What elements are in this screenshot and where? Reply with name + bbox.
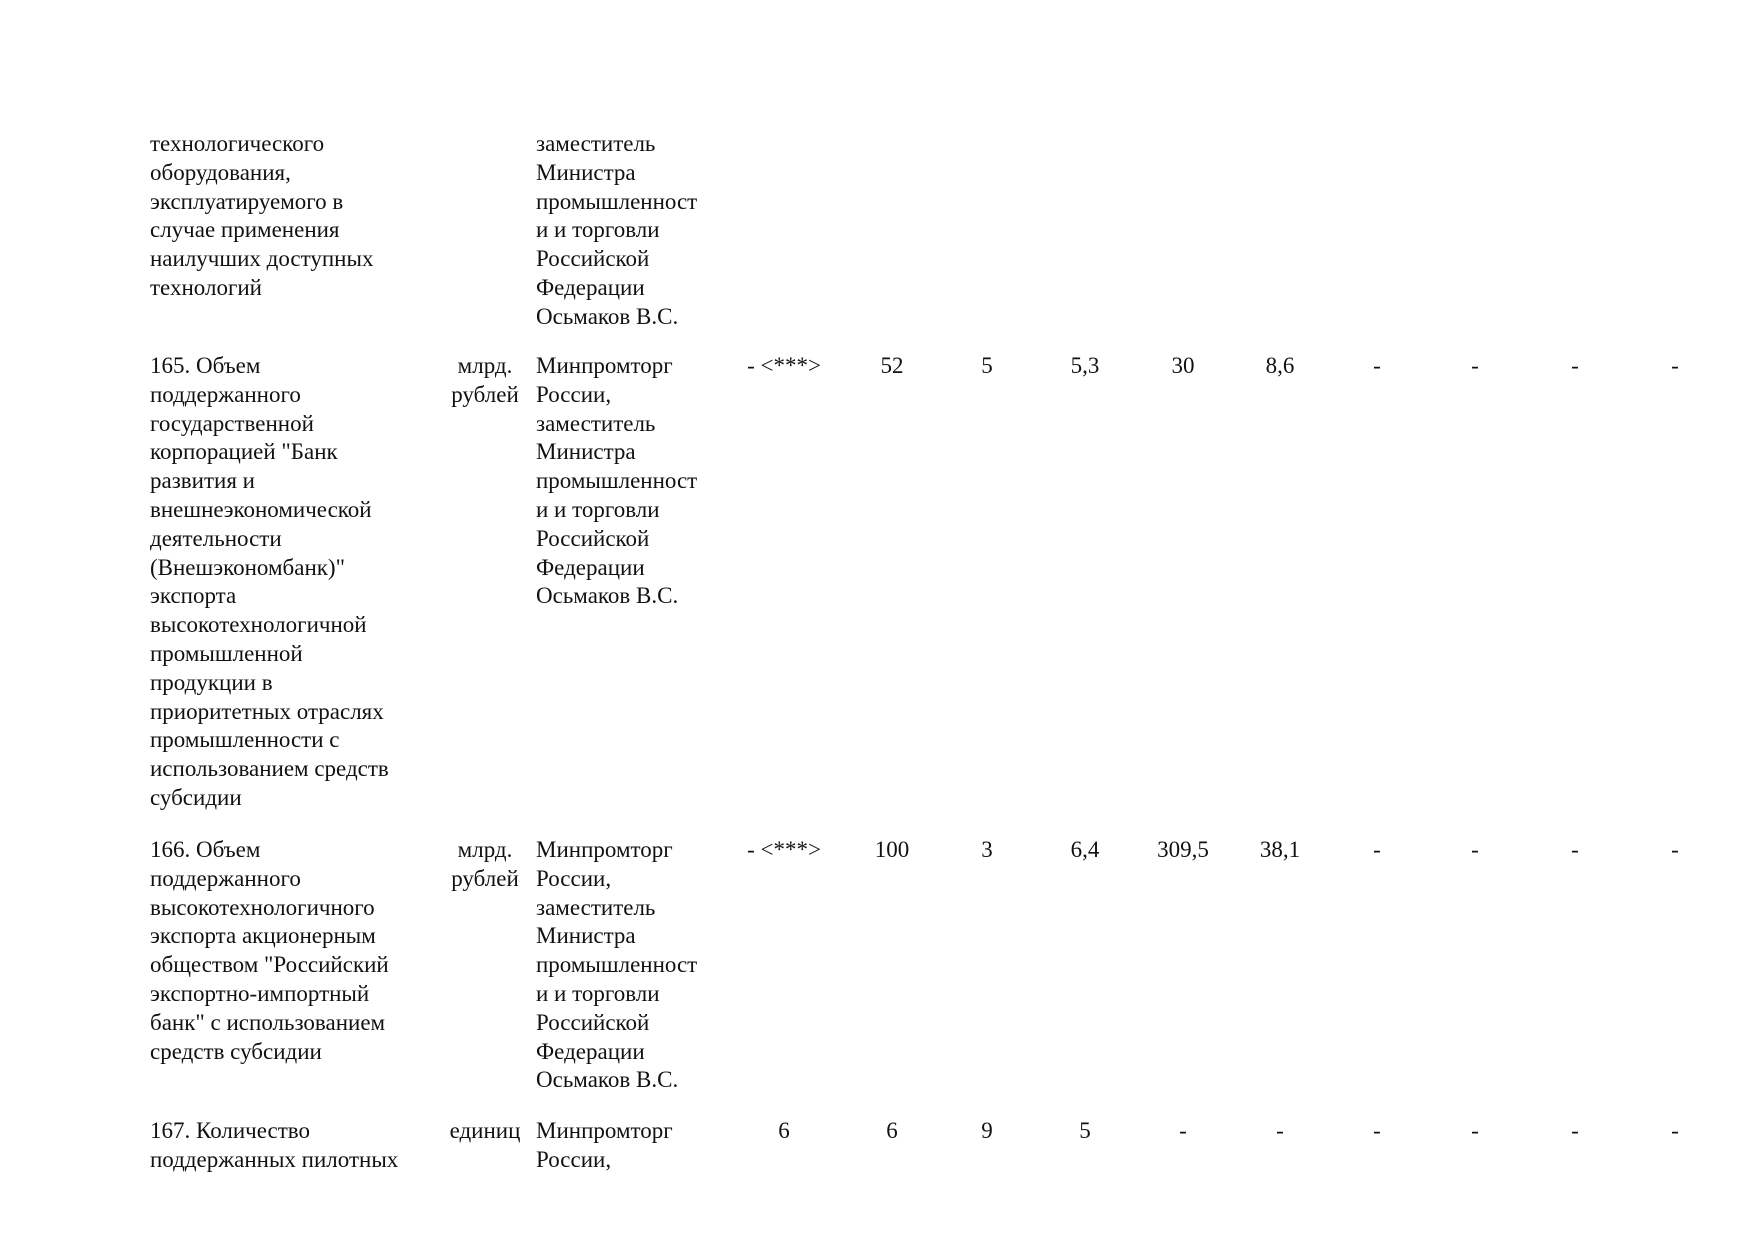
row-1-value-8: - (1471, 353, 1479, 378)
row-1-value-9: - (1571, 353, 1579, 378)
row-1-unit: млрд. рублей (451, 353, 519, 407)
row-3-value-2: 6 (886, 1118, 898, 1143)
row-1-value-4: 5,3 (1070, 353, 1100, 378)
row-3-indicator: 167. Количество поддержанных пилотных (150, 1118, 399, 1172)
row-1-value-5: 30 (1171, 353, 1195, 378)
row-3-value-6: - (1276, 1118, 1284, 1143)
row-1-indicator: 165. Объем поддержанного государственной корпорацией "Банк развития и внешнеэкономической деятельности (Внешэкономбанк)" экспорта высокотехнологичной промышленной продукции в приоритетных отраслях промышленности с использованием средств субсидии (150, 353, 389, 810)
row-0-responsible: заместитель Министра промышленност и и торговли Российской Федерации Осьмаков В.С. (536, 131, 698, 329)
row-3-value-7: - (1373, 1118, 1381, 1143)
row-3-value-1: 6 (778, 1118, 790, 1143)
row-2-unit: млрд. рублей (451, 837, 519, 891)
row-2-value-5: 309,5 (1157, 837, 1209, 862)
row-2-value-3: 3 (981, 837, 993, 862)
row-2-value-7: - (1373, 837, 1381, 862)
row-2-responsible: Минпромторг России, заместитель Министра промышленност и и торговли Российской Федерации Осьмаков В.С. (536, 837, 698, 1093)
row-0-indicator: технологического оборудования, эксплуатируемого в случае применения наилучших доступных технологий (150, 131, 374, 300)
row-2-value-1: - <***> (747, 837, 821, 862)
row-3-value-10: - (1671, 1118, 1679, 1143)
row-3-unit: единиц (449, 1118, 521, 1143)
row-2-indicator: 166. Объем поддержанного высокотехнологичного экспорта акционерным обществом "Российский экспортно-импортный банк" с использованием средств субсидии (150, 837, 389, 1064)
row-2-value-8: - (1471, 837, 1479, 862)
row-1-value-7: - (1373, 353, 1381, 378)
row-1-value-10: - (1671, 353, 1679, 378)
row-3-value-9: - (1571, 1118, 1579, 1143)
row-3-responsible: Минпромторг России, (536, 1118, 673, 1172)
row-1-value-2: 52 (880, 353, 904, 378)
row-1-responsible: Минпромторг России, заместитель Министра промышленност и и торговли Российской Федерации Осьмаков В.С. (536, 353, 698, 609)
row-1-value-6: 8,6 (1265, 353, 1295, 378)
row-1-value-3: 5 (981, 353, 993, 378)
row-2-value-9: - (1571, 837, 1579, 862)
row-3-value-5: - (1179, 1118, 1187, 1143)
row-2-value-6: 38,1 (1259, 837, 1301, 862)
row-2-value-2: 100 (874, 837, 910, 862)
row-3-value-4: 5 (1079, 1118, 1091, 1143)
row-1-value-1: - <***> (747, 353, 821, 378)
row-2-value-4: 6,4 (1070, 837, 1100, 862)
row-3-value-3: 9 (981, 1118, 993, 1143)
row-2-value-10: - (1671, 837, 1679, 862)
row-3-value-8: - (1471, 1118, 1479, 1143)
